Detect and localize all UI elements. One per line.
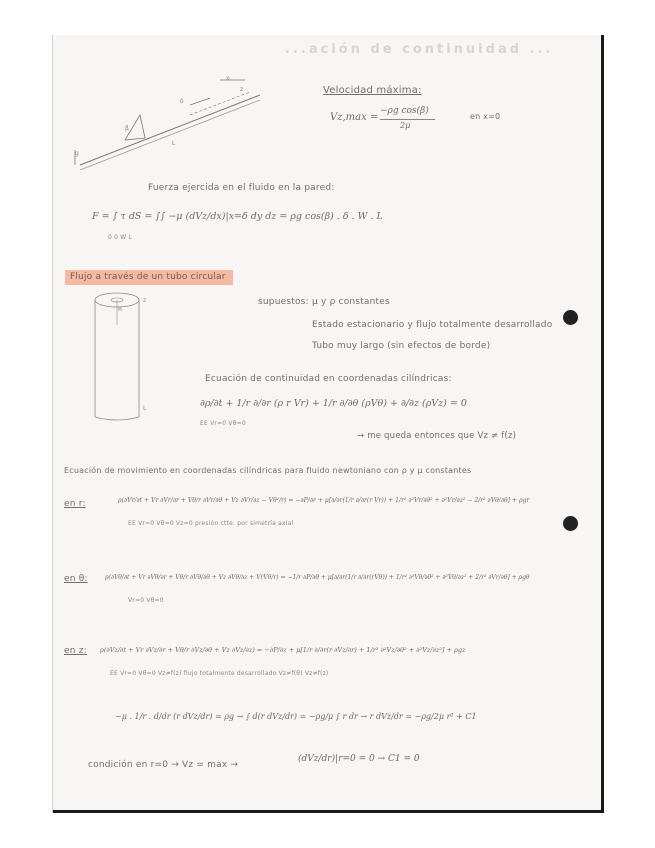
force-formula: F = ∫ τ dS = ∫∫ −μ (dVz/dx)|x=δ dy dz = ρg cos(β) . δ . W . L (92, 211, 383, 222)
force-limits: 0 0 W L (108, 234, 133, 241)
continuity-conclusion: → me queda entonces que Vz ≠ f(z) (357, 431, 517, 441)
momentum-row-z-formula: ρ(∂Vz/∂t + Vr ∂Vz/∂r + Vθ/r ∂Vz/∂θ + Vz ∂Vz/∂z) = −∂P/∂z + μ[1/r ∂/∂r(r ∂Vz/∂r) + 1/r² ∂²Vz/∂θ² + ∂²Vz/∂z²] + ρgz (100, 646, 466, 654)
momentum-row-r-formula: ρ(∂Vr/∂t + Vr ∂Vr/∂r + Vθ/r ∂Vr/∂θ + Vz ∂Vr/∂z − Vθ²/r) = −∂P/∂r + μ[∂/∂r(1/r ∂/∂r(r Vr)) + 1/r² ∂²Vr/∂θ² + ∂²Vr/∂z² − 2/r² ∂Vθ/∂θ] + ρgr (118, 497, 530, 504)
solution-line-1: −μ . 1/r . d/dr (r dVz/dr) = ρg → ∫ d(r dVz/dr) = −ρg/μ ∫ r dr → r dVz/dr = −ρg/2μ r² + C1 (115, 712, 477, 721)
fig1-label-g: g (75, 150, 80, 157)
max-velocity-den: 2μ (400, 121, 411, 130)
momentum-row-theta-formula: ρ(∂Vθ/∂t + Vr ∂Vθ/∂r + Vθ/r ∂Vθ/∂θ + Vz ∂Vθ/∂z + VrVθ/r) = −1/r ∂P/∂θ + μ[∂/∂r(1/r ∂/∂r(rVθ)) + 1/r² ∂²Vθ/∂θ² + ∂²Vθ/∂z² + 2/r² ∂Vr/∂θ] + ρgθ (105, 574, 530, 581)
circular-tube-diagram (85, 285, 165, 425)
continuity-under-terms: EE Vr=0 Vθ=0 (200, 420, 246, 427)
force-title: Fuerza ejercida en el fluido en la pared: (148, 183, 335, 193)
momentum-row-r-label: en r: (64, 499, 86, 509)
faded-header: ...ación de continuidad ... (285, 42, 554, 57)
max-velocity-title: Velocidad máxima: (323, 85, 422, 96)
tube-label-L: L (143, 405, 147, 412)
tube-label-R: R (118, 306, 123, 313)
section-heading: Flujo a través de un tubo circular (70, 272, 226, 282)
fig1-label-delta: δ (180, 98, 184, 105)
max-velocity-num: −ρg cos(β) (380, 106, 429, 116)
assumption-2: Estado estacionario y flujo totalmente desarrollado (312, 320, 553, 330)
continuity-formula: ∂ρ/∂t + 1/r ∂/∂r (ρ r Vr) + 1/r ∂/∂θ (ρVθ) + ∂/∂z (ρVz) = 0 (200, 398, 467, 409)
max-velocity-condition: en x=0 (470, 112, 501, 121)
momentum-row-r-notes: EE Vr=0 Vθ=0 Vz=0 presión ctte. por simetría axial (128, 520, 294, 527)
continuity-title: Ecuación de continuidad en coordenadas cilíndricas: (205, 374, 452, 384)
binder-hole-bottom (563, 516, 578, 531)
momentum-row-z-label: en z: (64, 646, 87, 656)
fig1-label-L: L (172, 140, 176, 147)
solution-line-2-formula: (dVz/dr)|r=0 = 0 → C1 = 0 (298, 754, 420, 764)
assumption-3: Tubo muy largo (sin efectos de borde) (312, 341, 491, 351)
tube-label-z: z (143, 297, 147, 304)
fig1-label-x: x (226, 75, 230, 82)
binder-hole-top (563, 310, 578, 325)
assumptions-label: supuestos: (258, 297, 309, 307)
momentum-title: Ecuación de movimiento en coordenadas cilíndricas para fluido newtoniano con ρ y μ constantes (64, 466, 472, 475)
solution-line-2-label: condición en r=0 → Vz = max → (88, 760, 239, 770)
fig1-label-beta: β (125, 125, 130, 132)
fig1-label-z: z (240, 86, 244, 93)
momentum-row-theta-notes: Vr=0 Vθ=0 (128, 597, 164, 604)
max-velocity-lhs: Vz,max = (330, 112, 379, 123)
momentum-row-z-notes: EE Vr=0 Vθ=0 Vz≠f(z) flujo totalmente desarrollado Vz≠f(θ) Vz≠f(z) (110, 670, 329, 677)
momentum-row-theta-label: en θ: (64, 574, 88, 584)
assumption-1: μ y ρ constantes (312, 297, 390, 307)
